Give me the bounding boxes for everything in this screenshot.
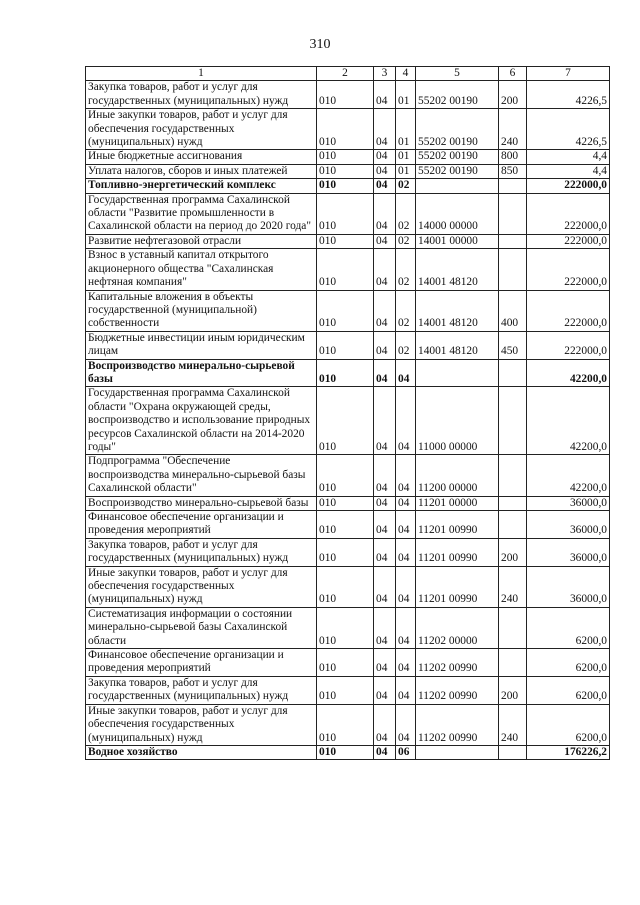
table-row <box>86 193 610 234</box>
row-target-cell: 55202 00190 <box>416 164 499 178</box>
row-type-cell <box>499 607 527 648</box>
row-code-cell: 010 <box>317 566 374 607</box>
row-code-cell: 010 <box>317 359 374 387</box>
row-target-cell: 11202 00990 <box>416 704 499 745</box>
row-amount-cell: 36000,0 <box>527 496 610 510</box>
row-subsection-cell: 04 <box>396 511 416 539</box>
row-section-cell: 04 <box>374 179 396 193</box>
row-target-cell: 55202 00190 <box>416 81 499 109</box>
row-subsection-cell: 04 <box>396 607 416 648</box>
row-subsection-cell: 02 <box>396 234 416 248</box>
row-subsection-cell: 06 <box>396 745 416 759</box>
row-amount-cell: 222000,0 <box>527 249 610 290</box>
row-amount-cell: 6200,0 <box>527 704 610 745</box>
row-amount-cell: 42200,0 <box>527 455 610 496</box>
row-type-cell <box>499 359 527 387</box>
row-name-cell: Воспроизводство минерально-сырьевой базы <box>86 496 317 510</box>
row-type-cell: 240 <box>499 109 527 150</box>
table-row <box>86 331 610 359</box>
row-section-cell: 04 <box>374 290 396 331</box>
row-target-cell: 11202 00000 <box>416 607 499 648</box>
column-header: 3 <box>374 67 396 81</box>
row-name-cell: Закупка товаров, работ и услуг для государственных (муниципальных) нужд <box>86 81 317 109</box>
row-section-cell: 04 <box>374 387 396 455</box>
row-subsection-cell: 04 <box>396 387 416 455</box>
row-section-cell: 04 <box>374 234 396 248</box>
page-number: 310 <box>309 37 331 52</box>
row-code-cell: 010 <box>317 676 374 704</box>
row-type-cell: 850 <box>499 164 527 178</box>
table-row <box>86 109 610 150</box>
row-type-cell: 450 <box>499 331 527 359</box>
column-header: 6 <box>499 67 527 81</box>
row-type-cell <box>499 455 527 496</box>
table-row <box>86 538 610 566</box>
row-name-cell: Водное хозяйство <box>86 745 317 759</box>
row-amount-cell: 222000,0 <box>527 290 610 331</box>
row-target-cell <box>416 745 499 759</box>
row-amount-cell: 4,4 <box>527 150 610 164</box>
row-name-cell: Бюджетные инвестиции иным юридическим лицам <box>86 331 317 359</box>
row-target-cell: 55202 00190 <box>416 150 499 164</box>
budget-table <box>85 66 610 760</box>
table-row <box>86 566 610 607</box>
row-subsection-cell: 04 <box>396 566 416 607</box>
row-subsection-cell: 04 <box>396 676 416 704</box>
row-section-cell: 04 <box>374 496 396 510</box>
row-target-cell: 14000 00000 <box>416 193 499 234</box>
row-type-cell: 800 <box>499 150 527 164</box>
row-section-cell: 04 <box>374 676 396 704</box>
row-amount-cell: 36000,0 <box>527 566 610 607</box>
row-type-cell <box>499 745 527 759</box>
column-header: 4 <box>396 67 416 81</box>
row-code-cell: 010 <box>317 387 374 455</box>
row-type-cell: 240 <box>499 566 527 607</box>
table-row <box>86 81 610 109</box>
row-name-cell: Взнос в уставный капитал открытого акционерного общества "Сахалинская нефтяная компания" <box>86 249 317 290</box>
row-section-cell: 04 <box>374 81 396 109</box>
row-subsection-cell: 02 <box>396 331 416 359</box>
row-name-cell: Уплата налогов, сборов и иных платежей <box>86 164 317 178</box>
row-code-cell: 010 <box>317 496 374 510</box>
row-name-cell: Финансовое обеспечение организации и проведения мероприятий <box>86 649 317 677</box>
row-code-cell: 010 <box>317 511 374 539</box>
row-code-cell: 010 <box>317 150 374 164</box>
row-code-cell: 010 <box>317 109 374 150</box>
table-body <box>86 81 610 760</box>
row-name-cell: Систематизация информации о состоянии минерально-сырьевой базы Сахалинской области <box>86 607 317 648</box>
row-type-cell: 200 <box>499 676 527 704</box>
table-row <box>86 179 610 193</box>
row-subsection-cell: 02 <box>396 249 416 290</box>
row-type-cell <box>499 234 527 248</box>
row-amount-cell: 176226,2 <box>527 745 610 759</box>
row-type-cell <box>499 193 527 234</box>
table-row <box>86 164 610 178</box>
row-target-cell <box>416 359 499 387</box>
row-subsection-cell: 01 <box>396 81 416 109</box>
row-name-cell: Топливно-энергетический комплекс <box>86 179 317 193</box>
row-code-cell: 010 <box>317 649 374 677</box>
row-subsection-cell: 04 <box>396 359 416 387</box>
row-name-cell: Иные бюджетные ассигнования <box>86 150 317 164</box>
row-amount-cell: 4226,5 <box>527 109 610 150</box>
row-name-cell: Капитальные вложения в объекты государственной (муниципальной) собственности <box>86 290 317 331</box>
row-name-cell: Воспроизводство минерально-сырьевой базы <box>86 359 317 387</box>
row-type-cell: 400 <box>499 290 527 331</box>
row-amount-cell: 4226,5 <box>527 81 610 109</box>
row-target-cell: 14001 48120 <box>416 249 499 290</box>
row-name-cell: Иные закупки товаров, работ и услуг для обеспечения государственных (муниципальных) нужд <box>86 704 317 745</box>
row-subsection-cell: 04 <box>396 538 416 566</box>
row-subsection-cell: 04 <box>396 496 416 510</box>
row-target-cell: 14001 48120 <box>416 290 499 331</box>
row-section-cell: 04 <box>374 150 396 164</box>
row-subsection-cell: 04 <box>396 704 416 745</box>
row-type-cell: 200 <box>499 538 527 566</box>
row-target-cell: 11201 00000 <box>416 496 499 510</box>
row-amount-cell: 222000,0 <box>527 331 610 359</box>
row-section-cell: 04 <box>374 359 396 387</box>
row-type-cell <box>499 511 527 539</box>
row-name-cell: Государственная программа Сахалинской области "Развитие промышленности в Сахалинской области на период до 2020 года" <box>86 193 317 234</box>
column-header: 1 <box>86 67 317 81</box>
table-row <box>86 496 610 510</box>
row-code-cell: 010 <box>317 193 374 234</box>
row-amount-cell: 4,4 <box>527 164 610 178</box>
row-subsection-cell: 02 <box>396 290 416 331</box>
row-amount-cell: 36000,0 <box>527 511 610 539</box>
row-name-cell: Развитие нефтегазовой отрасли <box>86 234 317 248</box>
row-type-cell <box>499 249 527 290</box>
row-target-cell: 11202 00990 <box>416 649 499 677</box>
row-subsection-cell: 01 <box>396 164 416 178</box>
table-row <box>86 387 610 455</box>
row-section-cell: 04 <box>374 649 396 677</box>
row-code-cell: 010 <box>317 249 374 290</box>
row-code-cell: 010 <box>317 179 374 193</box>
row-amount-cell: 222000,0 <box>527 193 610 234</box>
row-target-cell: 11201 00990 <box>416 538 499 566</box>
table-row <box>86 704 610 745</box>
row-amount-cell: 6200,0 <box>527 649 610 677</box>
row-target-cell: 11201 00990 <box>416 511 499 539</box>
row-section-cell: 04 <box>374 538 396 566</box>
row-type-cell <box>499 649 527 677</box>
row-section-cell: 04 <box>374 193 396 234</box>
table-row <box>86 649 610 677</box>
table-row <box>86 290 610 331</box>
row-code-cell: 010 <box>317 745 374 759</box>
table-row <box>86 234 610 248</box>
row-section-cell: 04 <box>374 745 396 759</box>
row-target-cell: 11200 00000 <box>416 455 499 496</box>
row-amount-cell: 222000,0 <box>527 234 610 248</box>
row-type-cell <box>499 179 527 193</box>
column-header: 2 <box>317 67 374 81</box>
row-code-cell: 010 <box>317 164 374 178</box>
row-name-cell: Иные закупки товаров, работ и услуг для обеспечения государственных (муниципальных) нужд <box>86 109 317 150</box>
row-section-cell: 04 <box>374 704 396 745</box>
row-amount-cell: 6200,0 <box>527 607 610 648</box>
row-code-cell: 010 <box>317 331 374 359</box>
row-name-cell: Финансовое обеспечение организации и проведения мероприятий <box>86 511 317 539</box>
row-target-cell: 14001 00000 <box>416 234 499 248</box>
row-target-cell <box>416 179 499 193</box>
row-section-cell: 04 <box>374 164 396 178</box>
row-subsection-cell: 04 <box>396 649 416 677</box>
row-type-cell <box>499 496 527 510</box>
row-target-cell: 11000 00000 <box>416 387 499 455</box>
row-amount-cell: 222000,0 <box>527 179 610 193</box>
row-code-cell: 010 <box>317 704 374 745</box>
row-code-cell: 010 <box>317 607 374 648</box>
row-subsection-cell: 01 <box>396 109 416 150</box>
row-name-cell: Закупка товаров, работ и услуг для государственных (муниципальных) нужд <box>86 538 317 566</box>
row-code-cell: 010 <box>317 234 374 248</box>
table-row <box>86 511 610 539</box>
table-row <box>86 676 610 704</box>
row-section-cell: 04 <box>374 455 396 496</box>
row-subsection-cell: 04 <box>396 455 416 496</box>
row-type-cell <box>499 387 527 455</box>
row-section-cell: 04 <box>374 511 396 539</box>
row-subsection-cell: 01 <box>396 150 416 164</box>
column-header: 5 <box>416 67 499 81</box>
row-name-cell: Иные закупки товаров, работ и услуг для обеспечения государственных (муниципальных) нужд <box>86 566 317 607</box>
row-amount-cell: 42200,0 <box>527 359 610 387</box>
row-amount-cell: 6200,0 <box>527 676 610 704</box>
row-section-cell: 04 <box>374 331 396 359</box>
row-subsection-cell: 02 <box>396 179 416 193</box>
row-section-cell: 04 <box>374 566 396 607</box>
row-code-cell: 010 <box>317 455 374 496</box>
row-type-cell: 240 <box>499 704 527 745</box>
row-section-cell: 04 <box>374 607 396 648</box>
table-row <box>86 359 610 387</box>
row-type-cell: 200 <box>499 81 527 109</box>
row-name-cell: Подпрограмма "Обеспечение воспроизводства минерально-сырьевой базы Сахалинской области" <box>86 455 317 496</box>
row-target-cell: 55202 00190 <box>416 109 499 150</box>
row-code-cell: 010 <box>317 538 374 566</box>
row-target-cell: 11201 00990 <box>416 566 499 607</box>
row-target-cell: 14001 48120 <box>416 331 499 359</box>
table-row <box>86 150 610 164</box>
table-row <box>86 249 610 290</box>
row-section-cell: 04 <box>374 109 396 150</box>
column-header: 7 <box>527 67 610 81</box>
row-name-cell: Государственная программа Сахалинской области "Охрана окружающей среды, воспроизводство и использование природных ресурсов Сахалинской области на 2014-2020 годы" <box>86 387 317 455</box>
table-header-row <box>86 67 610 81</box>
row-code-cell: 010 <box>317 81 374 109</box>
row-section-cell: 04 <box>374 249 396 290</box>
row-amount-cell: 42200,0 <box>527 387 610 455</box>
table-row <box>86 607 610 648</box>
row-amount-cell: 36000,0 <box>527 538 610 566</box>
row-target-cell: 11202 00990 <box>416 676 499 704</box>
row-code-cell: 010 <box>317 290 374 331</box>
row-name-cell: Закупка товаров, работ и услуг для государственных (муниципальных) нужд <box>86 676 317 704</box>
table-row <box>86 455 610 496</box>
table-row <box>86 745 610 759</box>
row-subsection-cell: 02 <box>396 193 416 234</box>
